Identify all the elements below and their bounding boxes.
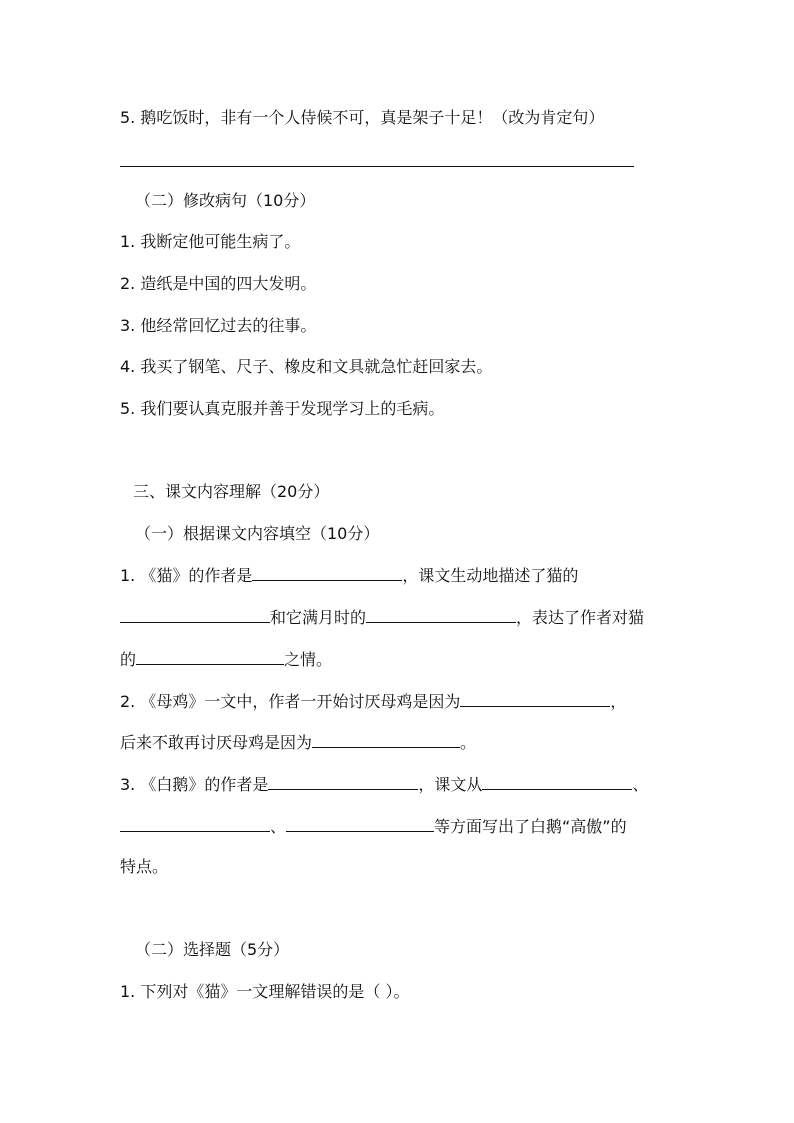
blank[interactable] xyxy=(268,773,418,790)
blank[interactable] xyxy=(460,690,610,707)
fill-q3-text-d: 、 xyxy=(270,817,287,836)
fill-q1-line2 xyxy=(120,606,644,629)
choice-question-1: 1. 下列对《猫》一文理解错误的是（ ）。 xyxy=(120,982,410,1001)
sentence-item-5: 5. 我们要认真克服并善于发现学习上的毛病。 xyxy=(120,399,445,418)
sentence-item-4: 4. 我买了钢笔、尺子、橡皮和文具就急忙赶回家去。 xyxy=(120,357,493,376)
blank[interactable] xyxy=(312,731,460,748)
sentence-item-2: 2. 造纸是中国的四大发明。 xyxy=(120,274,317,293)
section-3-title: 三、课文内容理解（20分） xyxy=(133,482,330,501)
fill-q3-text-e: 等方面写出了白鹅“高傲”的 xyxy=(434,817,627,836)
fill-q1-text-a: 1. 《猫》的作者是 xyxy=(120,566,253,585)
fill-q2-line1 xyxy=(120,690,626,713)
blank[interactable] xyxy=(136,648,284,665)
fill-q3-line1 xyxy=(120,773,648,796)
question-5-rewrite: 5. 鹅吃饭时，非有一个人侍候不可，真是架子十足！（改为肯定句） xyxy=(120,108,605,127)
choice-section-title: （二）选择题（5分） xyxy=(135,940,290,959)
sentence-item-3: 3. 他经常回忆过去的往事。 xyxy=(120,316,317,335)
fill-q1-line1 xyxy=(120,564,578,587)
fill-q3-text-c: 、 xyxy=(632,775,649,794)
fill-q3-text-a: 3. 《白鹅》的作者是 xyxy=(120,775,269,794)
blank[interactable] xyxy=(366,606,516,623)
fill-in-section-title: （一）根据课文内容填空（10分） xyxy=(135,524,380,543)
blank[interactable] xyxy=(286,815,434,832)
fill-q1-text-b: ，课文生动地描述了猫的 xyxy=(402,566,579,585)
fill-q2-line2 xyxy=(120,731,476,754)
fill-q1-text-c: 和它满月时的 xyxy=(270,608,367,627)
fill-q3-line2 xyxy=(120,815,627,838)
answer-line xyxy=(120,166,634,167)
fill-q1-text-d: ，表达了作者对猫 xyxy=(516,608,645,627)
blank[interactable] xyxy=(482,773,632,790)
fill-q2-text-a: 2. 《母鸡》一文中，作者一开始讨厌母鸡是因为 xyxy=(120,692,461,711)
section-title-correct-sentences: （二）修改病句（10分） xyxy=(135,191,316,210)
fill-q3-line3: 特点。 xyxy=(120,857,169,876)
fill-q2-text-d: 。 xyxy=(460,733,477,752)
fill-q2-text-c: 后来不敢再讨厌母鸡是因为 xyxy=(120,733,313,752)
fill-q3-text-b: ，课文从 xyxy=(418,775,483,794)
blank[interactable] xyxy=(252,564,402,581)
fill-q1-text-e: 的 xyxy=(120,650,137,669)
blank[interactable] xyxy=(120,606,270,623)
fill-q2-text-b: ， xyxy=(610,692,627,711)
fill-q1-line3 xyxy=(120,648,332,671)
blank[interactable] xyxy=(120,815,270,832)
fill-q1-text-f: 之情。 xyxy=(284,650,333,669)
sentence-item-1: 1. 我断定他可能生病了。 xyxy=(120,232,301,251)
